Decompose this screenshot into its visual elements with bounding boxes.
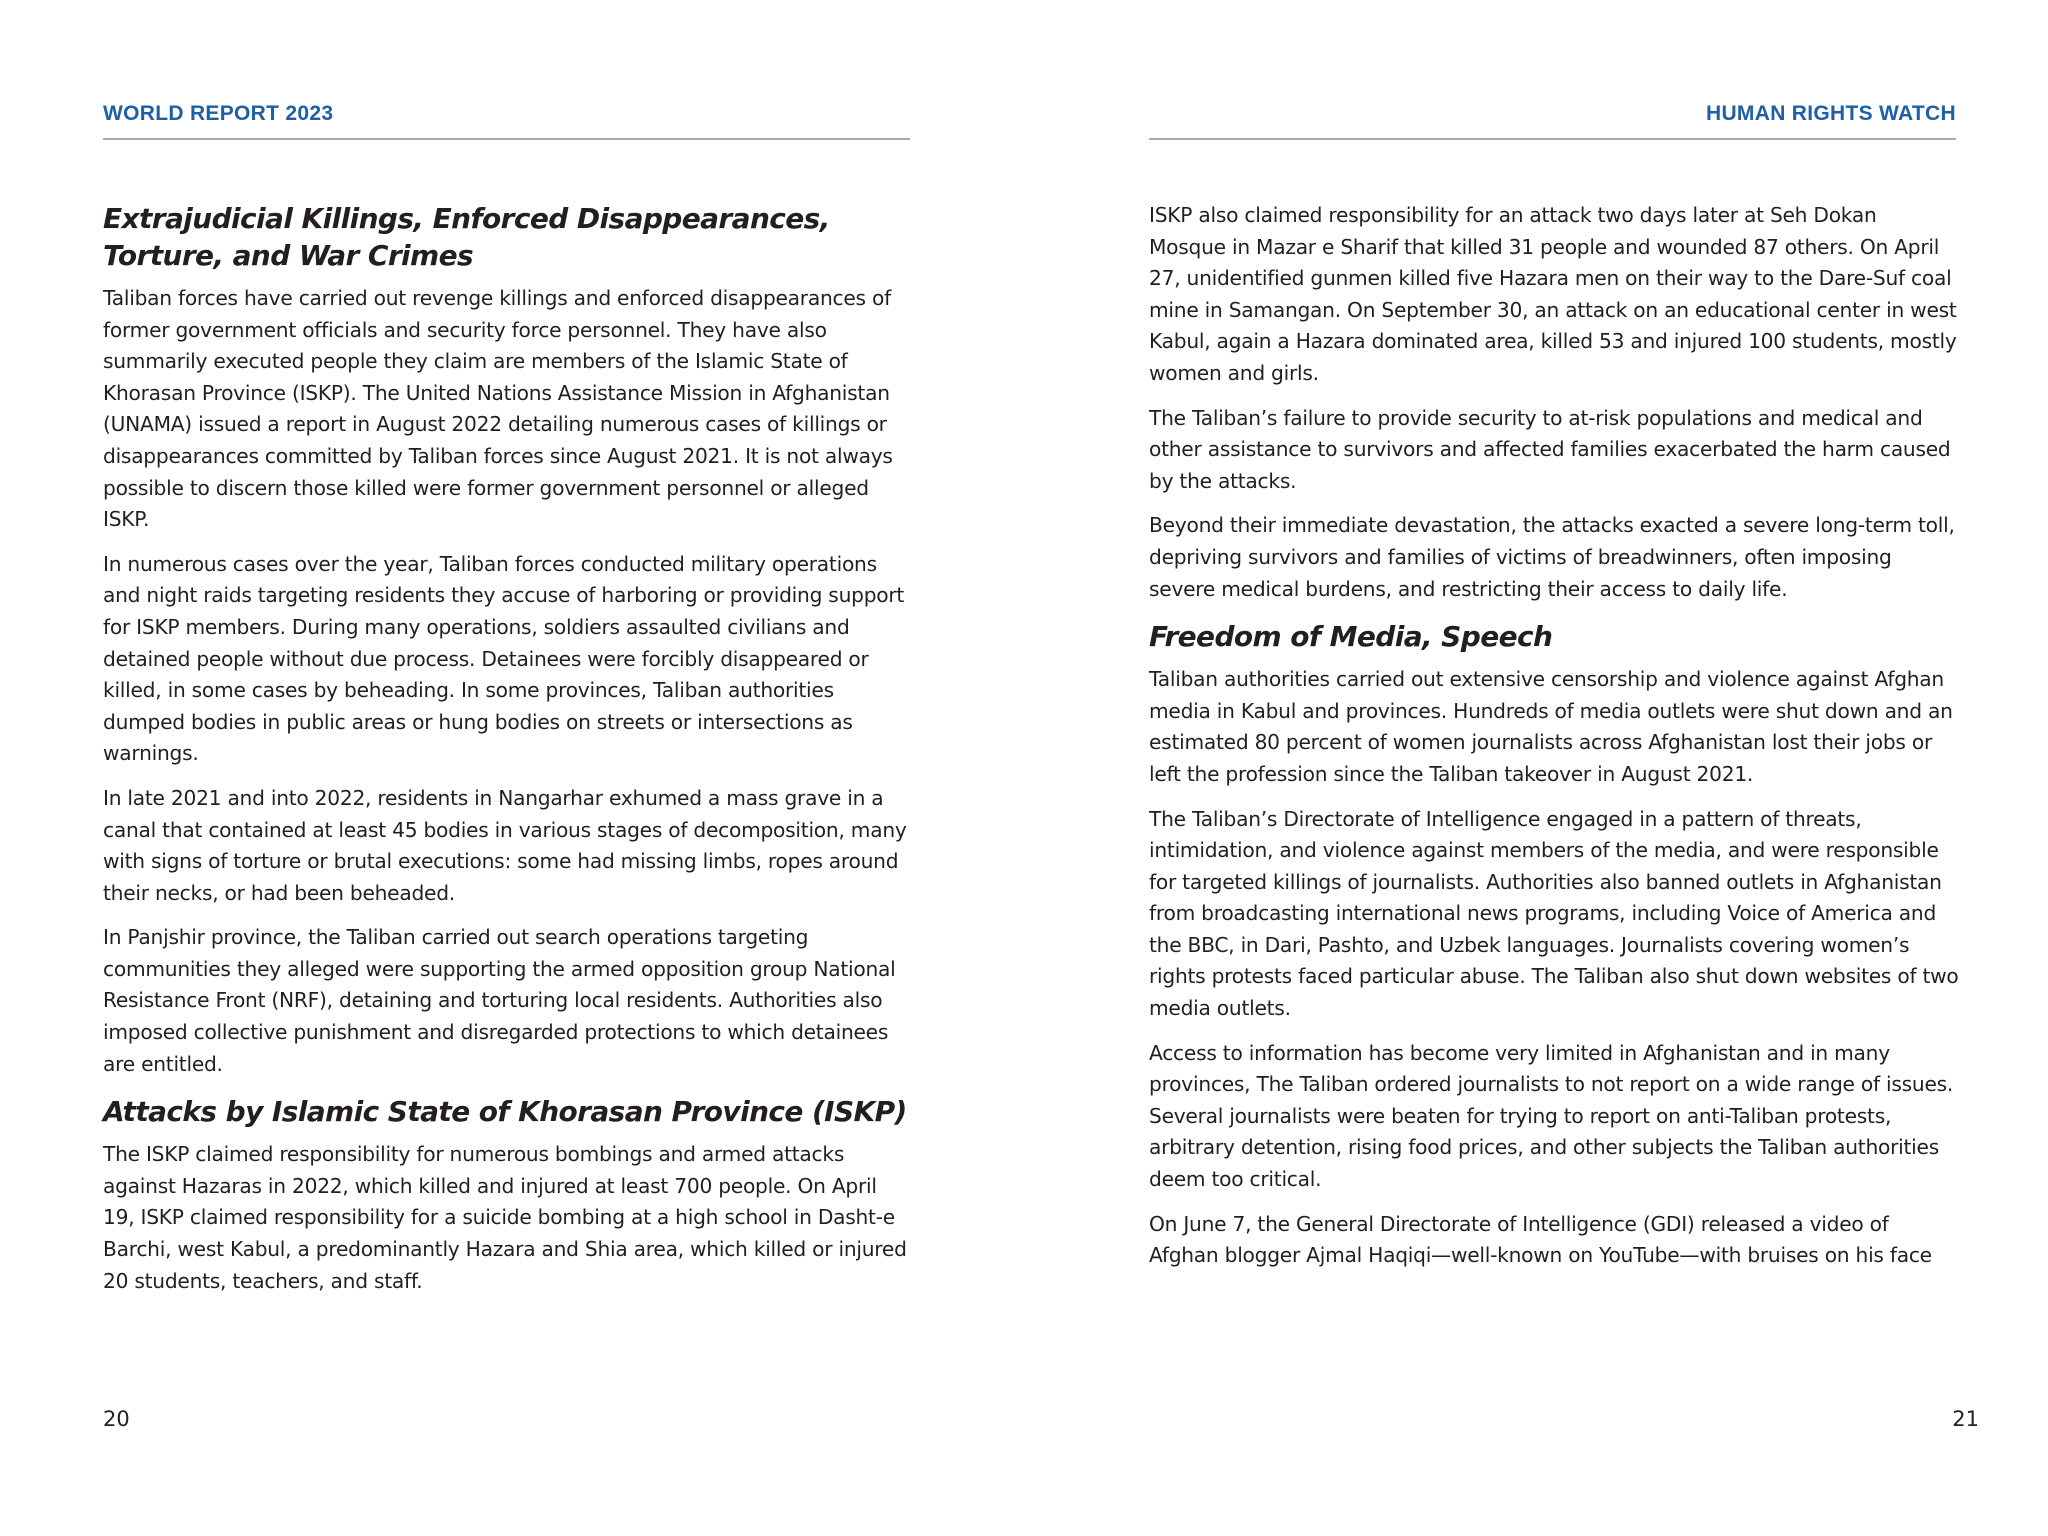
paragraph: In numerous cases over the year, Taliban forces conducted military operations and night raids targeting residents they accuse of harboring or providing support for ISKP members. During many operations, soldiers assaulted civilians and detained people without due process. Detainees were forcibly disappeared or killed, in some cases by beheading. In some provinces, Taliban authorities dumped bodies in public areas or hung bodies on streets or intersections as warnings. (103, 551, 905, 766)
section-heading-iskp-attacks: Attacks by Islamic State of Khorasan Province (ISKP) (103, 1095, 907, 1129)
paragraph: The Taliban’s Directorate of Intelligence engaged in a pattern of threats, intimidation, and violence against members of the media, and were responsible for targeted killings of journalists. Authorities also banned outlets in Afghanistan from broadcasting international news programs, including Voice of America and the BBC, in Dari, Pashto, and Uzbek languages. Journalists covering women’s rights protests faced particular abuse. The Taliban also shut down websites of two media outlets. (1149, 806, 1959, 1021)
section-heading-freedom-of-media: Freedom of Media, Speech (1149, 620, 1553, 654)
organization-name: HUMAN RIGHTS WATCH (1706, 102, 1956, 125)
paragraph: The ISKP claimed responsibility for numerous bombings and armed attacks against Hazaras in 2022, which killed and injured at least 700 people. On April 19, ISKP claimed responsibility for a suicide bombing at a high school in Dasht-e Barchi, west Kabul, a predominantly Hazara and Shia area, which killed or injured 20 students, teachers, and staff. (103, 1142, 907, 1293)
paragraph: Taliban forces have carried out revenge killings and enforced disappearances of former government officials and security force personnel. They have also summarily executed people they claim are members of the Islamic State of Khorasan Province (ISKP). The United Nations Assistance Mission in Afghanistan (UNAMA) issued a report in August 2022 detailing numerous cases of killings or disappearances committed by Taliban forces since August 2021. It is not always possible to discern those killed were former government personnel or alleged ISKP. (103, 286, 893, 532)
page-number-right: 21 (1952, 1407, 1979, 1431)
page-number-left: 20 (103, 1407, 130, 1431)
paragraph: Beyond their immediate devastation, the attacks exacted a severe long-term toll, depriving survivors and families of victims of breadwinners, often imposing severe medical burdens, and restricting their access to daily life. (1149, 513, 1955, 601)
right-running-header (1149, 100, 1956, 140)
paragraph: ISKP also claimed responsibility for an attack two days later at Seh Dokan Mosque in Mazar e Sharif that killed 31 people and wounded 87 others. On April 27, unidentified gunmen killed five Hazara men on their way to the Dare-Suf coal mine in Samangan. On September 30, an attack on an educational center in west Kabul, again a Hazara dominated area, killed 53 and injured 100 students, mostly women and girls. (1149, 203, 1957, 385)
paragraph: In late 2021 and into 2022, residents in Nangarhar exhumed a mass grave in a canal that contained at least 45 bodies in various stages of decomposition, many with signs of torture or brutal executions: some had missing limbs, ropes around their necks, or had been beheaded. (103, 785, 907, 905)
paragraph: The Taliban’s failure to provide security to at-risk populations and medical and other assistance to survivors and affected families exacerbated the harm caused by the attacks. (1149, 405, 1951, 493)
paragraph: Access to information has become very limited in Afghanistan and in many provinces, The Taliban ordered journalists to not report on a wide range of issues. Several journalists were beaten for trying to report on anti-Taliban protests, arbitrary detention, rising food prices, and other subjects the Taliban authorities deem too critical. (1149, 1040, 1954, 1192)
report-title: WORLD REPORT 2023 (103, 102, 334, 125)
left-text-column (103, 200, 913, 1310)
section-heading-extrajudicial-killings: Extrajudicial Killings, Enforced Disappearances, Torture, and War Crimes (103, 202, 830, 272)
right-page (1024, 0, 2048, 1536)
paragraph: In Panjshir province, the Taliban carried out search operations targeting communities they alleged were supporting the armed opposition group National Resistance Front (NRF), detaining and torturing local residents. Authorities also imposed collective punishment and disregarded protections to which detainees are entitled. (103, 925, 896, 1076)
left-running-header (103, 100, 910, 140)
paragraph: On June 7, the General Directorate of Intelligence (GDI) released a video of Afghan blogger Ajmal Haqiqi—well-known on YouTube—with bruises on his face (1149, 1211, 1932, 1268)
paragraph: Taliban authorities carried out extensive censorship and violence against Afghan media in Kabul and provinces. Hundreds of media outlets were shut down and an estimated 80 percent of women journalists across Afghanistan lost their jobs or left the profession since the Taliban takeover in August 2021. (1149, 667, 1953, 786)
right-text-column (1149, 200, 1959, 1285)
